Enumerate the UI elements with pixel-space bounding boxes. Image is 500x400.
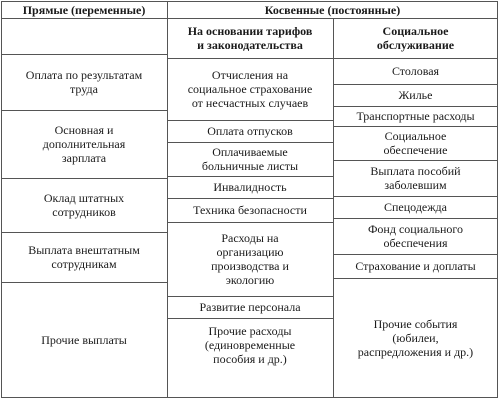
social-cost-cell: Фонд социального обеспечения <box>367 222 464 250</box>
header-social: Социальное обслуживание <box>376 24 455 52</box>
header-direct: Прямые (переменные) <box>22 2 146 17</box>
social-cost-cell: Жилье <box>398 88 433 102</box>
tariff-cost-cell: Инвалидность <box>213 180 287 194</box>
social-cost-cell: Страхование и доплаты <box>355 259 476 273</box>
social-cost-cell: Социальное обеспечение <box>383 129 448 157</box>
social-cost-cell: Спецодежда <box>384 200 447 214</box>
direct-cost-cell: Оклад штатных сотрудников <box>43 191 125 219</box>
tariff-cost-cell: Оплата отпусков <box>207 124 293 138</box>
social-cost-cell: Столовая <box>391 64 440 78</box>
tariff-cost-cell: Расходы на организацию производства и экологию <box>211 231 289 287</box>
tariff-cost-cell: Развитие персонала <box>199 300 301 314</box>
header-indirect: Косвенные (постоянные) <box>264 2 401 17</box>
social-cost-cell: Выплата пособий заболевшим <box>370 164 461 192</box>
social-cost-cell: Транспортные расходы <box>356 109 475 123</box>
direct-cost-cell: Основная и дополнительная зарплата <box>42 123 126 165</box>
social-cost-cell: Прочие события (юбилеи, распредложения и др.) <box>357 317 474 359</box>
direct-cost-cell: Прочие выплаты <box>41 333 127 347</box>
tariff-cost-cell: Техника безопасности <box>193 203 307 217</box>
direct-cost-cell: Оплата по результатам труда <box>25 68 143 96</box>
tariff-cost-cell: Прочие расходы (единовременные пособия и др.) <box>204 324 296 366</box>
direct-cost-cell: Выплата внештатным сотрудникам <box>28 243 140 271</box>
tariff-cost-cell: Отчисления на социальное страхование от несчастных случаев <box>187 68 313 110</box>
header-tariff: На основании тарифов и законодательства <box>187 24 313 52</box>
tariff-cost-cell: Оплачиваемые больничные листы <box>201 145 299 173</box>
